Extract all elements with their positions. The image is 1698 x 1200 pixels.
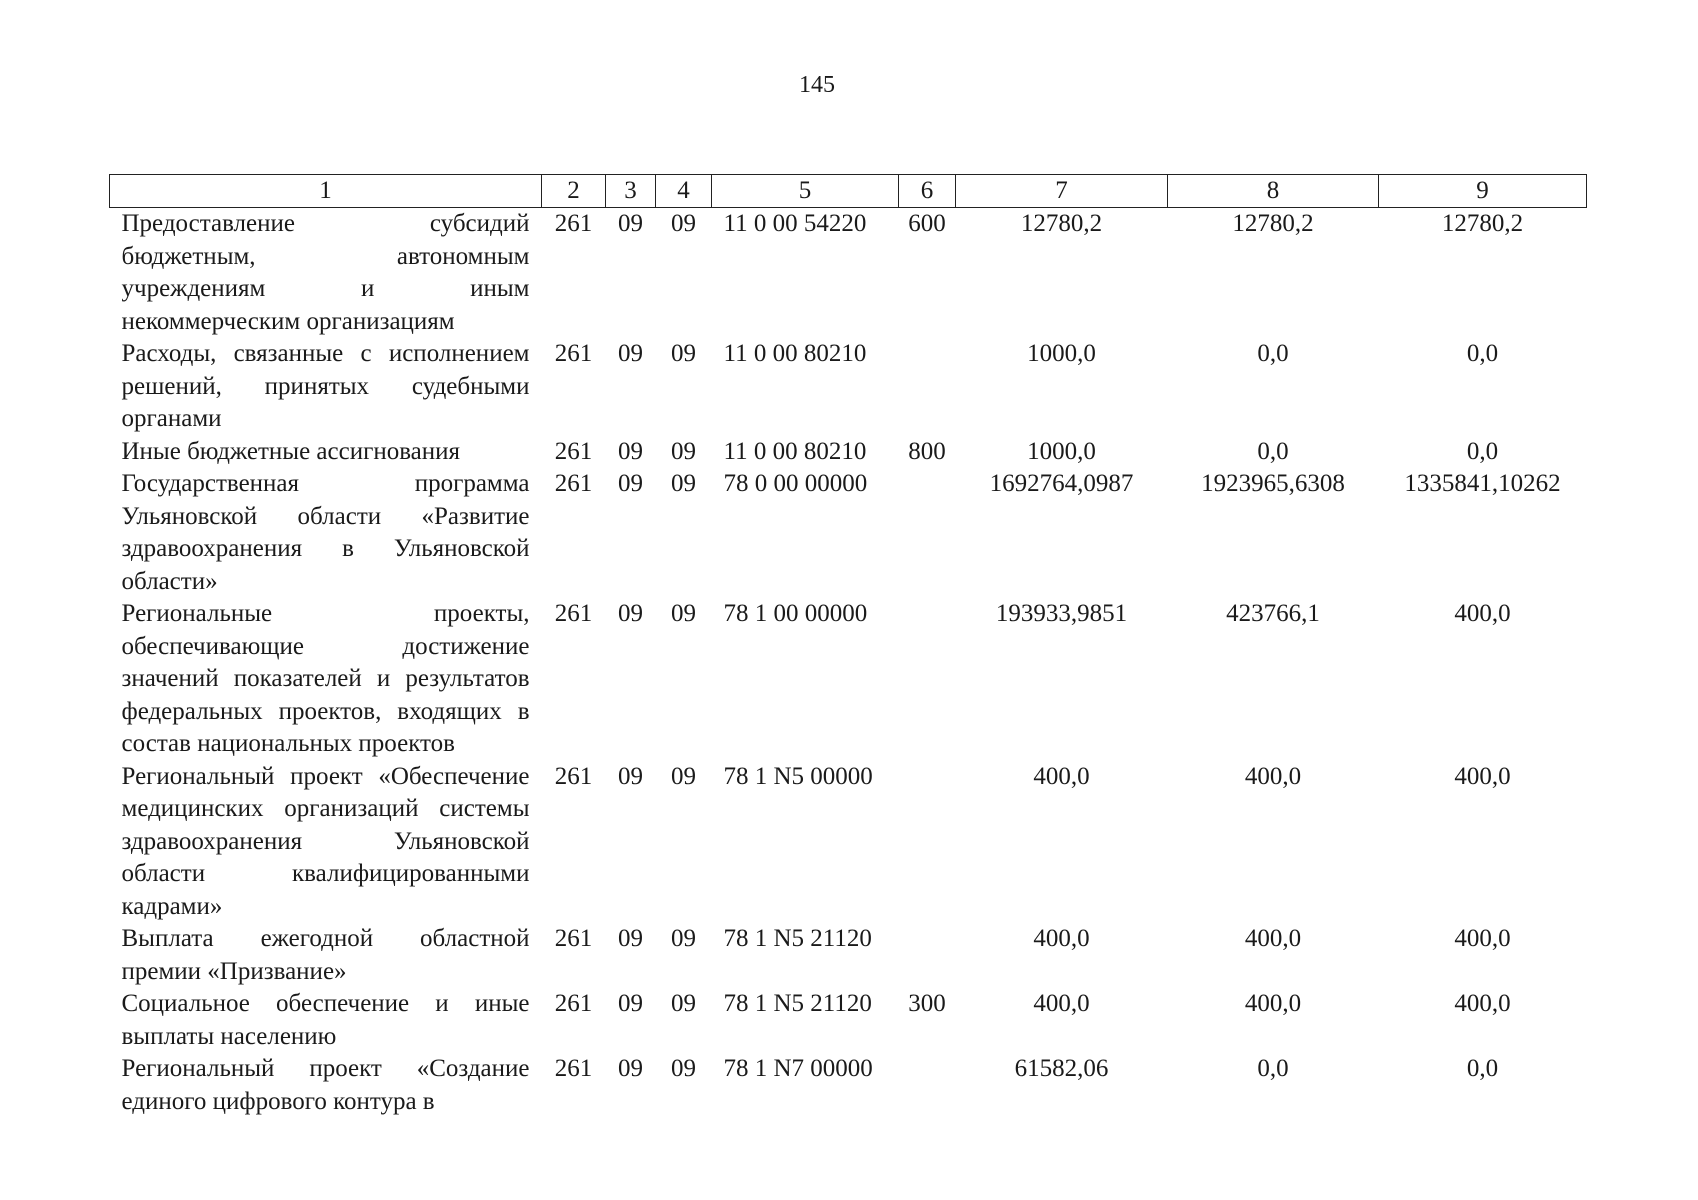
row-amount-col9: 0,0 bbox=[1466, 1055, 1499, 1082]
row-subsection-code: 09 bbox=[671, 210, 696, 237]
column-header-4: 4 bbox=[656, 175, 712, 208]
budget-table bbox=[109, 174, 1587, 1118]
table-row bbox=[110, 338, 1587, 436]
row-subsection-code: 09 bbox=[671, 470, 696, 497]
row-expense-type bbox=[899, 761, 956, 924]
row-amount-col8: 400,0 bbox=[1244, 925, 1302, 952]
row-subsection-code: 09 bbox=[671, 340, 696, 367]
row-amount-col7: 400,0 bbox=[1033, 990, 1090, 1017]
row-target-article: 78 1 00 00000 bbox=[723, 600, 868, 627]
table-row bbox=[110, 436, 1587, 469]
row-ministry-code: 261 bbox=[554, 762, 593, 790]
row-amount-col8: 12780,2 bbox=[1232, 210, 1314, 237]
row-amount-col7: 61582,06 bbox=[1014, 1055, 1109, 1082]
row-amount-col9: 400,0 bbox=[1454, 600, 1511, 627]
row-subsection-code: 09 bbox=[671, 925, 696, 952]
row-amount-col7: 1000,0 bbox=[1027, 340, 1096, 367]
table-row bbox=[110, 208, 1587, 339]
row-amount-col9: 400,0 bbox=[1454, 762, 1511, 790]
row-subsection-code: 09 bbox=[671, 762, 696, 790]
row-target-article: 78 1 N5 21120 bbox=[723, 925, 872, 952]
row-ministry-code: 261 bbox=[554, 600, 593, 627]
row-target-article: 78 0 00 00000 bbox=[723, 470, 868, 497]
row-subsection-code: 09 bbox=[671, 1055, 696, 1082]
page-number: 145 bbox=[799, 72, 835, 98]
row-name: Региональный проект «Создание единого цифрового контура в bbox=[121, 1055, 530, 1115]
column-header-1: 1 bbox=[110, 175, 542, 208]
row-amount-col8: 0,0 bbox=[1257, 437, 1289, 465]
row-name: Иные бюджетные ассигнования bbox=[121, 437, 461, 465]
row-section-code: 09 bbox=[618, 210, 643, 237]
row-section-code: 09 bbox=[618, 600, 643, 627]
row-ministry-code: 261 bbox=[554, 340, 593, 367]
row-expense-type bbox=[899, 338, 956, 436]
row-target-article: 78 1 N5 21120 bbox=[723, 990, 872, 1017]
row-subsection-code: 09 bbox=[671, 990, 696, 1017]
row-section-code: 09 bbox=[618, 925, 643, 952]
row-expense-type: 800 bbox=[908, 437, 946, 465]
row-name: Региональный проект «Обеспечение медицинских организаций системы здравоохранения Ульяновской области квалифицированными кадрами» bbox=[121, 762, 530, 920]
row-ministry-code: 261 bbox=[554, 437, 593, 465]
row-name: Расходы, связанные с исполнением решений, принятых судебными органами bbox=[121, 340, 530, 432]
row-amount-col8: 423766,1 bbox=[1226, 600, 1320, 627]
row-ministry-code: 261 bbox=[554, 925, 593, 952]
row-expense-type bbox=[899, 1053, 956, 1118]
row-section-code: 09 bbox=[618, 437, 643, 465]
row-amount-col8: 0,0 bbox=[1257, 1055, 1289, 1082]
row-amount-col9: 1335841,10262 bbox=[1404, 470, 1561, 497]
row-ministry-code: 261 bbox=[554, 1055, 593, 1082]
row-ministry-code: 261 bbox=[554, 990, 593, 1017]
row-amount-col8: 0,0 bbox=[1257, 340, 1289, 367]
column-header-7: 7 bbox=[956, 175, 1168, 208]
row-target-article: 11 0 00 54220 bbox=[723, 210, 867, 237]
row-subsection-code: 09 bbox=[671, 437, 696, 465]
table-row bbox=[110, 761, 1587, 924]
table-body bbox=[110, 208, 1587, 1119]
row-name: Государственная программа Ульяновской области «Развитие здравоохранения в Ульяновской области» bbox=[121, 470, 530, 595]
row-expense-type: 300 bbox=[908, 990, 946, 1017]
row-expense-type bbox=[899, 923, 956, 988]
table-row bbox=[110, 1053, 1587, 1118]
row-name: Региональные проекты, обеспечивающие достижение значений показателей и результатов федеральных проектов, входящих в состав национальных проектов bbox=[121, 600, 530, 757]
row-amount-col9: 0,0 bbox=[1466, 340, 1499, 367]
row-amount-col7: 1692764,0987 bbox=[989, 470, 1134, 497]
row-amount-col7: 400,0 bbox=[1033, 762, 1090, 790]
row-section-code: 09 bbox=[618, 340, 643, 367]
column-header-8: 8 bbox=[1168, 175, 1379, 208]
table-row bbox=[110, 988, 1587, 1053]
row-target-article: 11 0 00 80210 bbox=[723, 340, 867, 367]
row-name: Социальное обеспечение и иные выплаты населению bbox=[121, 990, 530, 1050]
table-row bbox=[110, 923, 1587, 988]
row-expense-type bbox=[899, 468, 956, 598]
row-subsection-code: 09 bbox=[671, 600, 696, 627]
row-section-code: 09 bbox=[618, 470, 643, 497]
row-amount-col7: 400,0 bbox=[1033, 925, 1090, 952]
row-name: Предоставление субсидий бюджетным, автономным учреждениям и иным некоммерческим организациям bbox=[121, 210, 530, 335]
row-amount-col9: 400,0 bbox=[1454, 925, 1511, 952]
row-ministry-code: 261 bbox=[554, 470, 593, 497]
row-section-code: 09 bbox=[618, 1055, 643, 1082]
row-amount-col9: 12780,2 bbox=[1441, 210, 1524, 237]
row-amount-col8: 400,0 bbox=[1244, 762, 1302, 790]
row-target-article: 11 0 00 80210 bbox=[723, 437, 867, 465]
row-amount-col7: 12780,2 bbox=[1020, 210, 1103, 237]
row-expense-type bbox=[899, 598, 956, 761]
column-header-3: 3 bbox=[606, 175, 656, 208]
column-header-2: 2 bbox=[542, 175, 606, 208]
column-header-6: 6 bbox=[899, 175, 956, 208]
column-header-9: 9 bbox=[1379, 175, 1587, 208]
row-amount-col7: 193933,9851 bbox=[995, 600, 1128, 627]
row-name: Выплата ежегодной областной премии «Призвание» bbox=[121, 925, 530, 985]
row-ministry-code: 261 bbox=[554, 210, 593, 237]
table-row bbox=[110, 468, 1587, 598]
row-amount-col8: 1923965,6308 bbox=[1201, 470, 1345, 497]
row-amount-col9: 400,0 bbox=[1454, 990, 1511, 1017]
table-row bbox=[110, 598, 1587, 761]
header-row bbox=[110, 175, 1587, 208]
row-target-article: 78 1 N7 00000 bbox=[723, 1055, 873, 1082]
row-section-code: 09 bbox=[618, 990, 643, 1017]
row-amount-col7: 1000,0 bbox=[1027, 437, 1096, 465]
row-section-code: 09 bbox=[618, 762, 643, 790]
row-target-article: 78 1 N5 00000 bbox=[723, 762, 873, 790]
row-amount-col8: 400,0 bbox=[1244, 990, 1302, 1017]
column-header-5: 5 bbox=[712, 175, 899, 208]
row-amount-col9: 0,0 bbox=[1466, 437, 1499, 465]
row-expense-type: 600 bbox=[908, 210, 946, 237]
